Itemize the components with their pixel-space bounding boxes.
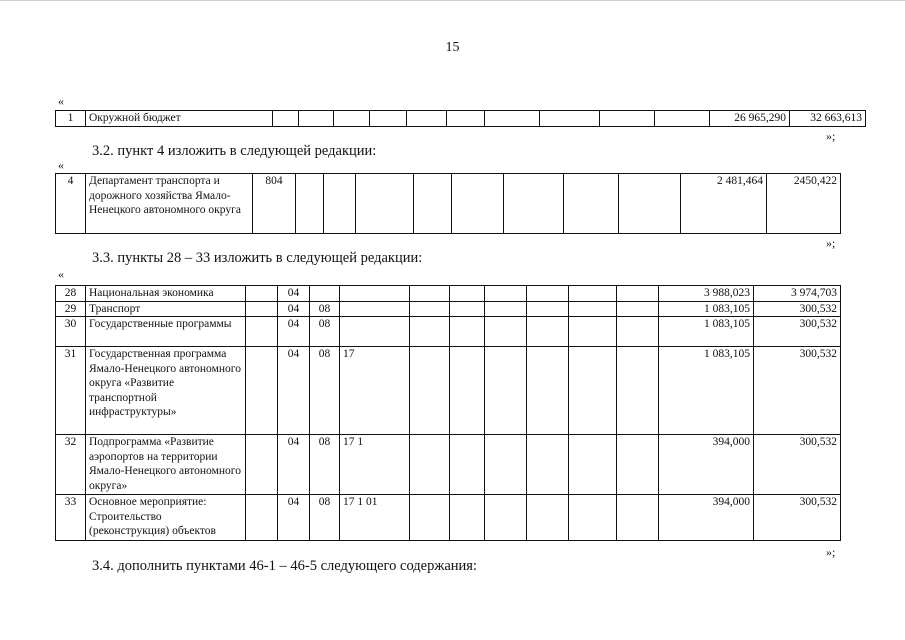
- empty-cell: [246, 495, 278, 541]
- value-cell: 2 481,464: [681, 174, 767, 234]
- table-budget: [55, 110, 866, 127]
- empty-cell: [485, 317, 527, 347]
- empty-cell: [450, 347, 485, 435]
- empty-cell: [569, 347, 617, 435]
- row-number: 31: [56, 347, 86, 435]
- row-name: Государственная программа Ямало-Ненецкого автономного округа «Развитие транспортной инфраструктуры»: [86, 347, 246, 435]
- empty-cell: [527, 347, 569, 435]
- empty-cell: [569, 317, 617, 347]
- section-code: 04: [278, 435, 310, 495]
- row-name: Государственные программы: [86, 317, 246, 347]
- row-name: Основное мероприятие: Строительство (реконструкция) объектов: [86, 495, 246, 541]
- row-number: 30: [56, 317, 86, 347]
- empty-cell: [617, 347, 659, 435]
- subsection-code: 08: [310, 301, 340, 317]
- row-number: 28: [56, 286, 86, 302]
- value-cell: 26 965,290: [710, 111, 790, 127]
- section-code: 04: [278, 347, 310, 435]
- section-code: 04: [278, 317, 310, 347]
- row-number: 4: [56, 174, 86, 234]
- empty-cell: [246, 286, 278, 302]
- empty-cell: [569, 301, 617, 317]
- dept-code: 804: [253, 174, 296, 234]
- page-number: 15: [445, 40, 460, 55]
- empty-cell: [485, 347, 527, 435]
- empty-cell: [410, 495, 450, 541]
- empty-cell: [410, 317, 450, 347]
- empty-cell: [527, 317, 569, 347]
- row-number: 32: [56, 435, 86, 495]
- empty-cell: [527, 435, 569, 495]
- empty-cell: [246, 317, 278, 347]
- empty-cell: [410, 286, 450, 302]
- table-row: [56, 495, 841, 541]
- value-cell: 1 083,105: [659, 347, 754, 435]
- table-row: [56, 435, 841, 495]
- section-code: 04: [278, 495, 310, 541]
- empty-cell: [527, 495, 569, 541]
- empty-cell: [527, 301, 569, 317]
- value-cell: 1 083,105: [659, 301, 754, 317]
- row-name: Окружной бюджет: [86, 111, 273, 127]
- table-row: [56, 111, 866, 127]
- empty-cell: [450, 317, 485, 347]
- close-quote: »;: [826, 129, 836, 143]
- empty-cell: [617, 435, 659, 495]
- section-code: 04: [278, 301, 310, 317]
- value-cell: 300,532: [754, 347, 841, 435]
- row-number: 33: [56, 495, 86, 541]
- row-name: Национальная экономика: [86, 286, 246, 302]
- value-cell: 300,532: [754, 317, 841, 347]
- empty-cell: [450, 301, 485, 317]
- open-quote: «: [58, 94, 64, 108]
- target-article-code: 17: [340, 347, 410, 435]
- empty-cell: [485, 301, 527, 317]
- open-quote: «: [58, 267, 64, 281]
- empty-cell: [617, 301, 659, 317]
- heading-3-2: 3.2. пункт 4 изложить в следующей редакции:: [92, 143, 377, 159]
- target-article-code: [340, 301, 410, 317]
- empty-cell: [569, 286, 617, 302]
- close-quote: »;: [826, 236, 836, 250]
- subsection-code: 08: [310, 435, 340, 495]
- value-cell: 2450,422: [767, 174, 841, 234]
- empty-cell: [617, 317, 659, 347]
- heading-3-4: 3.4. дополнить пунктами 46-1 – 46-5 следующего содержания:: [92, 558, 478, 574]
- row-name: Подпрограмма «Развитие аэропортов на территории Ямало-Ненецкого автономного округа»: [86, 435, 246, 495]
- value-cell: 394,000: [659, 435, 754, 495]
- target-article-code: [340, 286, 410, 302]
- table-department: [55, 173, 841, 234]
- close-quote: »;: [826, 545, 836, 559]
- section-code: 04: [278, 286, 310, 302]
- subsection-code: 08: [310, 347, 340, 435]
- value-cell: 3 974,703: [754, 286, 841, 302]
- empty-cell: [617, 286, 659, 302]
- value-cell: 1 083,105: [659, 317, 754, 347]
- target-article-code: [340, 317, 410, 347]
- page-edge: [0, 0, 905, 1]
- value-cell: 300,532: [754, 495, 841, 541]
- row-name: Департамент транспорта и дорожного хозяйства Ямало-Ненецкого автономного округа: [86, 174, 253, 234]
- value-cell: 3 988,023: [659, 286, 754, 302]
- subsection-code: 08: [310, 317, 340, 347]
- empty-cell: [450, 435, 485, 495]
- empty-cell: [246, 301, 278, 317]
- empty-cell: [485, 495, 527, 541]
- value-cell: 300,532: [754, 301, 841, 317]
- heading-3-3: 3.3. пункты 28 – 33 изложить в следующей редакции:: [92, 250, 423, 266]
- table-row: [56, 174, 841, 234]
- empty-cell: [617, 495, 659, 541]
- table-body: [56, 286, 841, 541]
- row-number: 1: [56, 111, 86, 127]
- row-number: 29: [56, 301, 86, 317]
- table-row: [56, 317, 841, 347]
- target-article-code: 17 1 01: [340, 495, 410, 541]
- value-cell: 32 663,613: [790, 111, 866, 127]
- table-row: [56, 286, 841, 302]
- empty-cell: [410, 435, 450, 495]
- subsection-code: [310, 286, 340, 302]
- empty-cell: [246, 347, 278, 435]
- table-row: [56, 347, 841, 435]
- subsection-code: 08: [310, 495, 340, 541]
- empty-cell: [569, 495, 617, 541]
- empty-cell: [569, 435, 617, 495]
- value-cell: 394,000: [659, 495, 754, 541]
- empty-cell: [410, 301, 450, 317]
- empty-cell: [410, 347, 450, 435]
- row-name: Транспорт: [86, 301, 246, 317]
- empty-cell: [450, 286, 485, 302]
- empty-cell: [485, 286, 527, 302]
- table-row: [56, 301, 841, 317]
- value-cell: 300,532: [754, 435, 841, 495]
- empty-cell: [527, 286, 569, 302]
- table-programs: [55, 285, 841, 541]
- empty-cell: [450, 495, 485, 541]
- empty-cell: [246, 435, 278, 495]
- target-article-code: 17 1: [340, 435, 410, 495]
- empty-cell: [485, 435, 527, 495]
- open-quote: «: [58, 158, 64, 172]
